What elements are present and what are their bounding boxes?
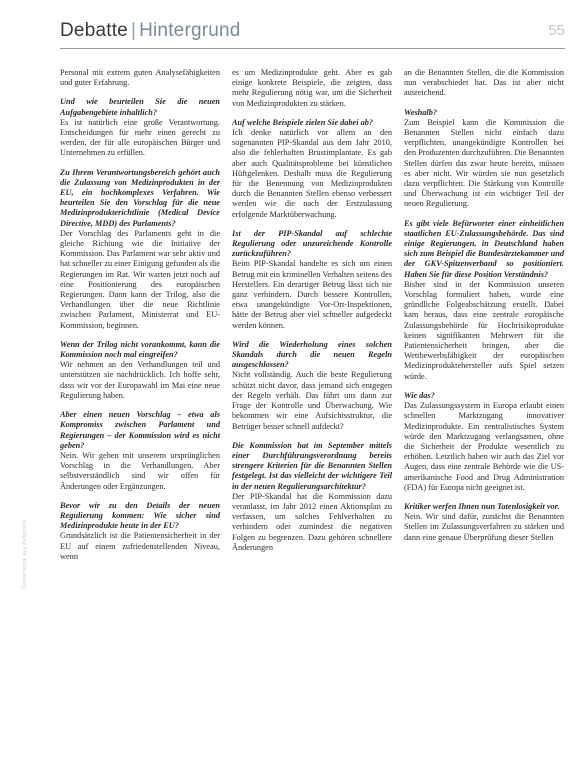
section-name: Debatte	[60, 20, 128, 41]
interview-question: Es gibt viele Befürworter einer einheitlichen staatlichen EU-Zulassungsbehörde. Das sind einige Regierungen, in Deutschland haben sich zum Beispiel die Bundesärztekammer und der GKV-Spitzenverband so positioniert. Haben Sie für diese Position Verständnis?	[404, 218, 564, 279]
interview-answer: Personal mit extrem guten Analysefähigkeiten und guter Erfahrung.	[60, 68, 220, 88]
interview-question: Wird die Wiederholung eines solchen Skandals durch die neuen Regeln ausgeschlossen?	[232, 339, 392, 370]
interview-question: Wie das?	[404, 390, 435, 400]
interview-answer: Zum Beispiel kann die Kommission die Benannten Stellen nicht einfach dazu verpflichten, unangekündigte Kontrollen bei den Produzenten durchzuführen. Die Benannten Stellen dürfen das zwar heute bereits, müssen es aber nicht. Wir würden sie nun gesetzlich dazu verpflichten. Die Stärkung von Kontrolle und Überwachung ist ein wichtiger Teil der neuen Regulierung.	[404, 117, 564, 209]
interview-question: Und wie beurteilen Sie die neuen Aufgabengebiete inhaltlich?	[60, 97, 220, 117]
interview-answer: Grundsätzlich ist die Patientensicherheit in der EU auf einem zufriedenstellenden Niveau, wenn	[60, 531, 220, 561]
title-separator: |	[130, 20, 137, 41]
text-column-3	[404, 68, 564, 768]
interview-question: Kritiker werfen Ihnen nun Tatenlosigkeit vor.	[404, 501, 560, 511]
interview-answer: Der PIP-Skandal hat die Kommission dazu veranlasst, im Jahr 2012 einen Aktionsplan zu verfassen, um solches Fehlverhalten zu verhindern oder zumindest die negativen Folgen zu begrenzen. Dazu gehören schnellere Änderungen	[232, 491, 392, 552]
interview-question: Bevor wir zu den Details der neuen Regulierung kommen: Wie sicher sind Medizinprodukte heute in der EU?	[60, 500, 220, 531]
interview-answer: Wir nehmen an den Verhandlungen teil und unterstützen sie nachdrücklich. Ich hoffe sehr, dass wir vor der Europawahl im Mai eine neue Regulierung haben.	[60, 360, 220, 400]
interview-question: Ist der PIP-Skandal auf schlechte Regulierung oder unzureichende Kontrolle zurückzuführen?	[232, 228, 392, 259]
interview-answer: Das Zulassungssystem in Europa erlaubt einen schnellen Marktzugang innovativer Medizinprodukte. Ein zentralistisches System würde den Marktzugang verlangsamen, ohne die Sicherheit der Produkte wesentlich zu erhöhen. Letztlich haben wir auch das Ziel vor Augen, dass eine zentrale Behörde wie die US-amerikanische Food and Drug Administration (FDA) für Europa nicht geeignet ist.	[404, 401, 564, 492]
section-title	[60, 20, 241, 42]
subsection-name: Hintergrund	[139, 20, 241, 41]
interview-question: Auf welche Beispiele zielen Sie dabei ab?	[232, 117, 374, 127]
interview-answer: Ich denke natürlich vor allem an den sogenannten PIP-Skandal aus dem Jahr 2010, also die fehlerhaften Brustimplantate. Es gab aber auch Qualitätsprobleme bei künstlichen Hüftgelenken. Deshalb muss die Regulierung für die Benennung von Medizinprodukten durch die Benannten Stellen ebenso verbessert werden wie die nach der Erstzulassung erfolgende Marktüberwachung.	[232, 128, 392, 219]
interview-question: Aber einen neuen Vorschlag – etwa als Kompromiss zwischen Parlament und Regierungen – der Kommission wird es nicht geben?	[60, 410, 220, 450]
interview-answer: Der Vorschlag des Parlaments geht in die gleiche Richtung wie die Initiative der Kommission. Das Parlament war sehr aktiv und hat schneller zu einer Einigung gefunden als die Regierungen im Rat. Wir warten jetzt noch auf eine Positionierung des europäischen Regierungen. Dann kann der Trilog, also die Verhandlungen über die neue Richtlinie zwischen Parlament, Ministerrat und EU-Kommission, beginnen.	[60, 228, 220, 330]
interview-question: Wenn der Trilog nicht vorankommt, kann die Kommission noch mal eingreifen?	[60, 339, 220, 360]
interview-answer: an die Benannten Stellen, die die Kommission nun verabschiedet hat. Das ist aber nicht ausreichend.	[404, 68, 564, 98]
interview-answer: Es ist natürlich eine große Verantwortung. Entscheidungen für mehr einen gerecht zu werden, der für alle europäischen Bürger und Unternehmen zu erfüllen.	[60, 117, 220, 158]
interview-answer: es um Medizinprodukte geht. Aber es gab einige konkrete Beispiele, die zeigten, dass mehr Regulierung nötig war, um die Sicherheit von Medizinprodukten zu stärken.	[232, 68, 392, 108]
interview-answer: Beim PIP-Skandal handelte es sich um einen Betrug mit ein kriminellen Verhalten seitens des Herstellers. Ein derartiger Betrug lässt sich nie ganz verhindern. Durch bessere Kontrollen, etwa unangekündigte Vor-Ort-Inspektionen, hätte der Betrug aber viel schneller aufgedeckt werden können.	[232, 259, 392, 330]
interview-question: Weshalb?	[404, 107, 438, 117]
article-body	[60, 68, 565, 768]
interview-answer: Nein. Wir sind dafür, zunächst die Benannten Stellen im Zulassungsverfahren zu stärken und dann eine genaue Überprüfung dieser Stellen	[404, 512, 564, 542]
interview-answer: Nein. Wir gehen mit unserem ursprünglichen Vorschlag in die Verhandlungen. Aber selbstverständlich sind wir offen für Änderungen oder Ergänzungen.	[60, 450, 220, 491]
side-note: Sonderdruck aus Zeitschrift	[22, 520, 28, 589]
page-header	[60, 18, 565, 49]
interview-answer: Bisher sind in der Kommission unseren Vorschlag formuliert haben, wurde eine gründliche Folgeabschätzung erstellt. Dabei kam heraus, dass eine zentrale europäische Zulassungsbehörde für Hochrisikoprodukte keinen signifikanten Mehrwert für die Patientensicherheit bringen, aber die Wettbewerbsfähigkeit der europäischen Medizinproduktehersteller aufs Spiel setzen würde.	[404, 279, 564, 381]
interview-answer: Nicht vollständig. Auch die beste Regulierung schützt nicht davor, dass jemand sich entgegen der Regeln verhält. Das führt uns dann zur Frage der Kontrolle und Überwachung. Wie bekommen wir eine Aufsichtsstruktur, die Betrüger besser schnell aufdeckt?	[232, 370, 392, 431]
text-column-2	[232, 68, 392, 768]
page-number: 55	[548, 22, 565, 39]
interview-question: Zu Ihrem Verantwortungsbereich gehört auch die Zulassung von Medizinprodukten in der EU, ein hochkomplexes Verfahren. Wie beurteilen Sie den Vorschlag für die neue Medizinprodukterichtlinie (Medical Device Directive, MDD) des Parlaments?	[60, 167, 220, 228]
text-column-1	[60, 68, 220, 768]
interview-question: Die Kommission hat im September mittels einer Durchführungsverordnung bereits strengere Kriterien für die Benannten Stellen festgelegt. Ist das vielleicht der wichtigere Teil in der neuen Regulierungsarchitektur?	[232, 440, 392, 491]
